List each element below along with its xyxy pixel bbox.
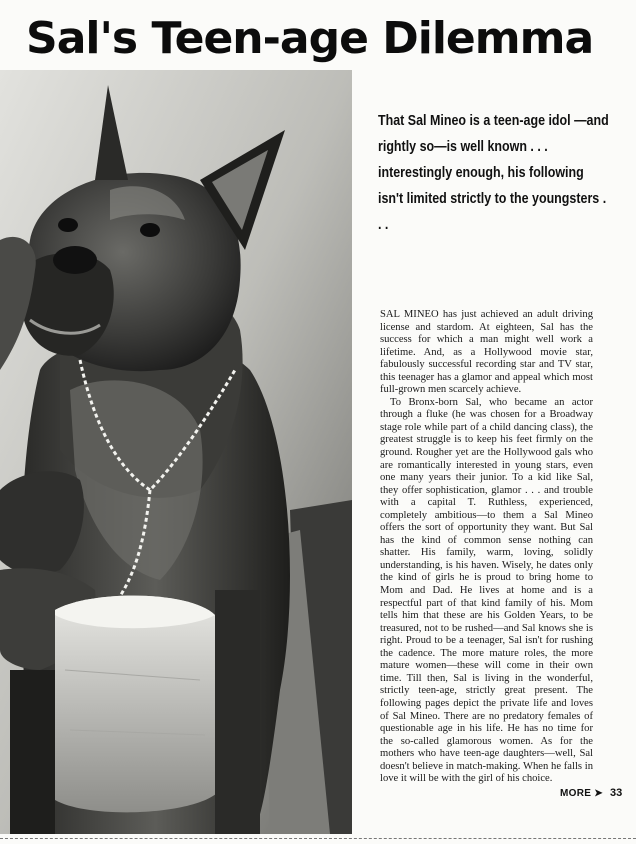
article-paragraph: SAL MINEO has just achieved an adult driving license and stardom. At eighteen, Sal has the success for which a man might well work a lifetime. And, as a Hollywood movie star, fabulously successful recording star and TV star, this teenager has a glamor and appeal which most full-grown men scarcely achieve.: [380, 309, 593, 396]
intro-blurb: That Sal Mineo is a teen-age idol —and rightly so—is well known . . . interestingly enough, his following isn't limited strictly to the youngsters . . .: [378, 113, 609, 233]
divider: [0, 838, 636, 839]
page-number: 33: [610, 787, 623, 799]
article-paragraph: To Bronx-born Sal, who became an actor through a fluke (he was chosen for a Broadway stage role while part of a child dancing class), the greatest struggle is to keep his feet firmly on the ground. Rougher yet are the Hollywood gals who are romantically interested in young stars, even one many years their junior. To a kid like Sal, they offer sophistication, glamor . . . and trouble with a capital T. Ruthless, experienced, completely ambitious—to them a Sal Mineo offers the sort of opportunity they want. But Sal has the kind of common sense nothing can shatter. His family, warm, loving, solidly understanding, is his haven. Wisely, he dates only the kind of girls he is proud to bring home to Mom and Dad. He lives at home and is a respectful part of that kind family of his. Mom tells him that these are his Golden Years, to be treasured, not to be rushed—and Sal knows she is right. Proud to be a teenager, Sal isn't for rushing the cadence. The more mature roles, the more mature women—these will come in their own time. Till then, Sal is living in the wonderful, strictly teen-age, strictly great present. The following pages depict the private life and loves of Sal Mineo. There are no predatory females of questionable age in his life. He has no time for the so-called glamorous women. As for the mothers who have teen-age daughters—well, Sal doesn't believe in match-making. When he falls in love it will be with the girl of his choice.: [380, 396, 593, 785]
arrow-right-icon: ➤: [591, 788, 603, 799]
more-link[interactable]: [560, 788, 603, 799]
article-body: [380, 309, 593, 786]
boxer-dog-photo: [0, 70, 352, 834]
page-title: Sal's Teen-age Dilemma: [26, 13, 594, 64]
more-label: MORE: [560, 788, 592, 799]
